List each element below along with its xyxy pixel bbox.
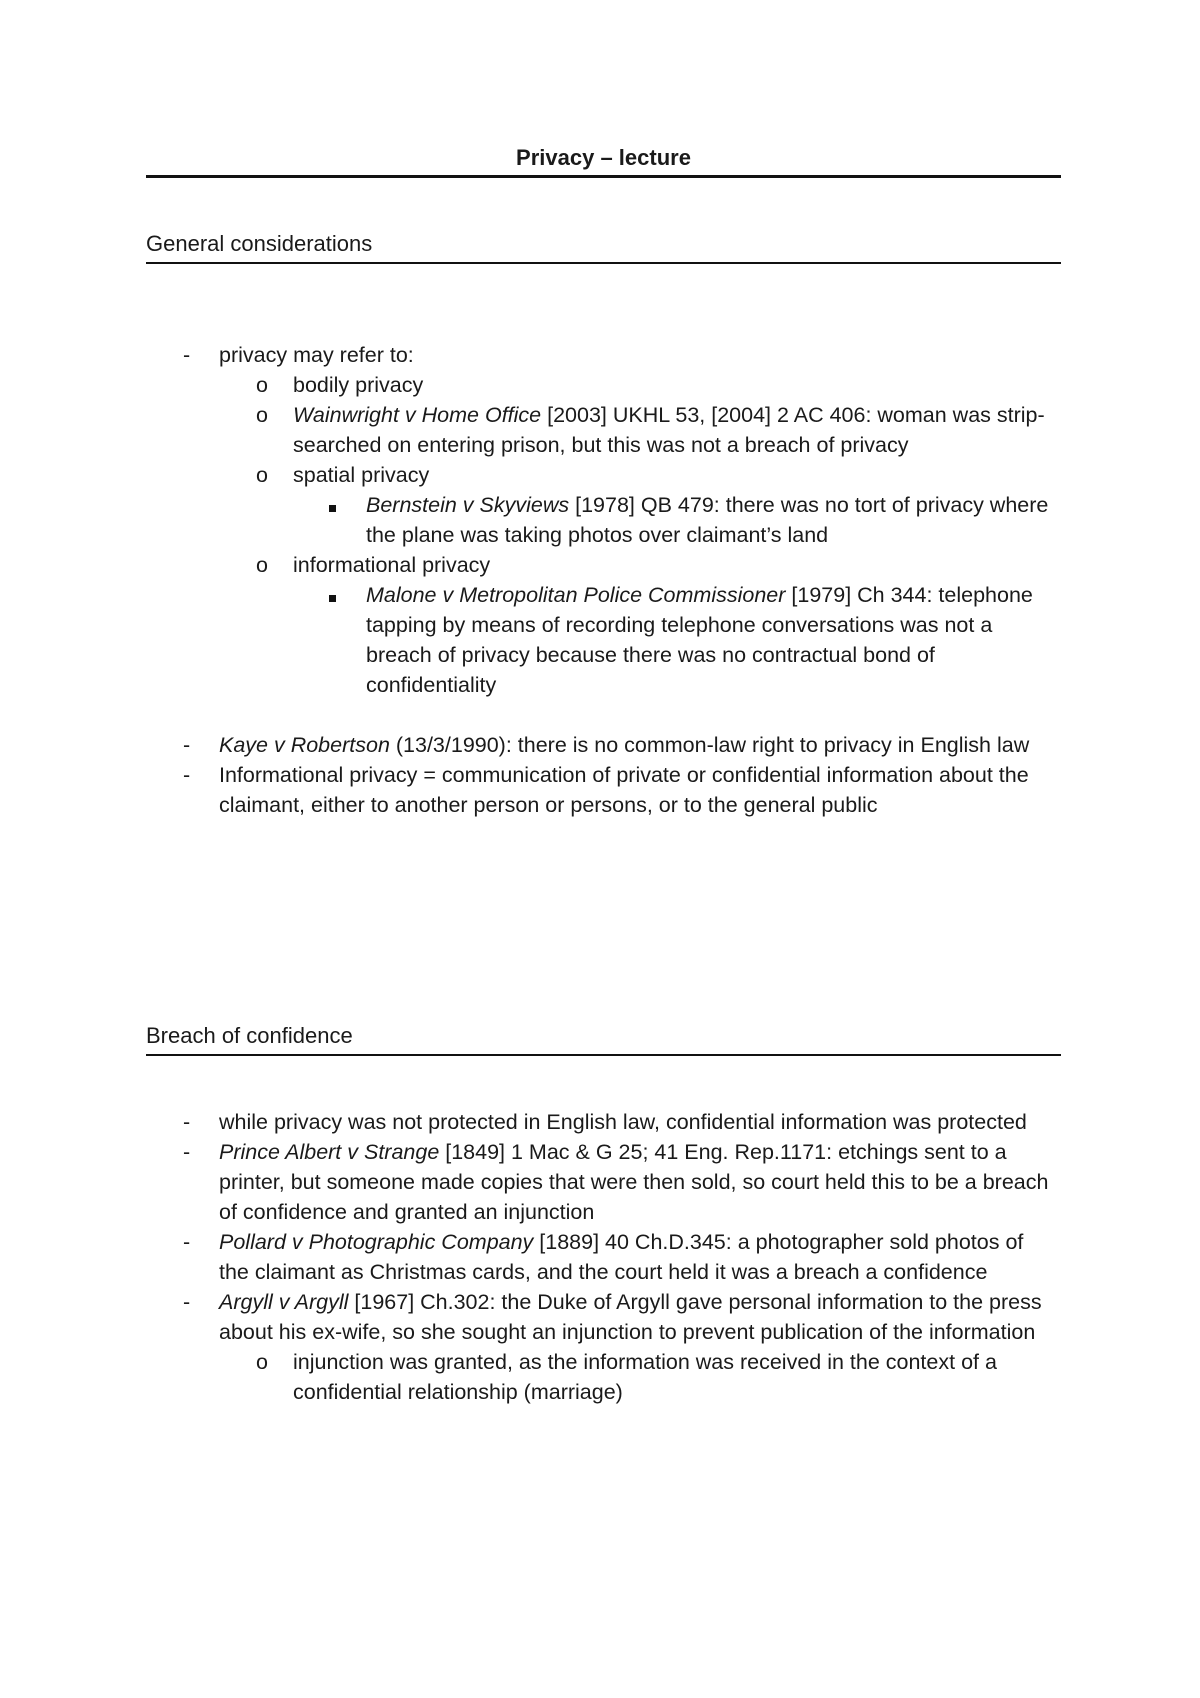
circle-bullet: o	[256, 553, 268, 577]
list-item	[0, 490, 1059, 550]
section-underline	[146, 262, 1061, 264]
dash-bullet: -	[183, 733, 191, 757]
list-item	[0, 580, 1059, 700]
list-item-text: [1849] 1 Mac & G 25; 41 Eng. Rep.1171: etchings sent to a printer, but someone made copies that were then sold, so court held this to be a breach of confidence and granted an injunction	[219, 1140, 1049, 1224]
title-underline	[146, 175, 1061, 178]
dash-bullet: -	[183, 1110, 191, 1134]
square-bullet-icon	[329, 490, 336, 520]
circle-bullet: o	[256, 463, 268, 487]
list-item	[0, 550, 1059, 580]
dash-bullet: -	[183, 1140, 191, 1164]
list-item-text: [2003] UKHL 53, [2004] 2 AC 406: woman was strip-searched on entering prison, but this was not a breach of privacy	[293, 403, 1045, 457]
case-name: Bernstein v Skyviews	[366, 493, 570, 517]
list-item-text: [1978] QB 479: there was no tort of privacy where the plane was taking photos over claimant’s land	[366, 493, 1049, 547]
dash-bullet: -	[183, 343, 191, 367]
square-bullet-icon	[329, 580, 336, 610]
list-item	[0, 1227, 1059, 1287]
list-item-text: [1967] Ch.302: the Duke of Argyll gave personal information to the press about his ex-wife, so she sought an injunction to prevent publication of the information	[219, 1290, 1042, 1344]
case-name: Wainwright v Home Office	[293, 403, 542, 427]
list-item-text: privacy may refer to:	[219, 343, 414, 367]
list-item-text: bodily privacy	[293, 373, 424, 397]
list-item	[0, 370, 1059, 400]
circle-bullet: o	[256, 373, 268, 397]
list-item-text: Informational privacy = communication of private or confidential information about the claimant, either to another person or persons, or to the general public	[219, 763, 1029, 817]
list-item	[0, 1287, 1059, 1347]
circle-bullet: o	[256, 403, 268, 427]
dash-bullet: -	[183, 1230, 191, 1254]
list-item	[0, 730, 1059, 760]
list-item	[0, 1137, 1059, 1227]
list-item-text: informational privacy	[293, 553, 491, 577]
list-item-text: injunction was granted, as the information was received in the context of a confidential relationship (marriage)	[293, 1350, 997, 1404]
section-list-breach-of-confidence	[0, 1107, 1200, 1407]
list-spacer	[0, 700, 1200, 730]
case-name: Malone v Metropolitan Police Commissioner	[366, 583, 786, 607]
list-item	[0, 760, 1059, 820]
dash-bullet: -	[183, 763, 191, 787]
list-item-text: while privacy was not protected in English law, confidential information was protected	[219, 1110, 1027, 1134]
section-underline	[146, 1054, 1061, 1056]
case-name: Prince Albert v Strange	[219, 1140, 440, 1164]
list-item	[0, 1107, 1059, 1137]
list-item-text: [1889] 40 Ch.D.345: a photographer sold photos of the claimant as Christmas cards, and the court held it was a breach a confidence	[219, 1230, 1024, 1284]
list-item	[0, 1347, 1059, 1407]
list-item	[0, 400, 1059, 460]
list-item	[0, 340, 1059, 370]
dash-bullet: -	[183, 1290, 191, 1314]
section-heading-general-considerations: General considerations	[146, 231, 373, 256]
case-name: Argyll v Argyll	[219, 1290, 349, 1314]
list-item-text: spatial privacy	[293, 463, 430, 487]
circle-bullet: o	[256, 1350, 268, 1374]
case-name: Kaye v Robertson	[219, 733, 390, 757]
case-name: Pollard v Photographic Company	[219, 1230, 534, 1254]
document-title: Privacy – lecture	[516, 145, 691, 170]
list-item-text: (13/3/1990): there is no common-law right to privacy in English law	[389, 733, 1030, 757]
section-list-general-considerations	[0, 340, 1200, 820]
list-item-text: [1979] Ch 344: telephone tapping by means of recording telephone conversations was not a breach of privacy because there was no contractual bond of confidentiality	[366, 583, 1033, 697]
section-heading-breach-of-confidence: Breach of confidence	[146, 1023, 353, 1048]
list-item	[0, 460, 1059, 490]
